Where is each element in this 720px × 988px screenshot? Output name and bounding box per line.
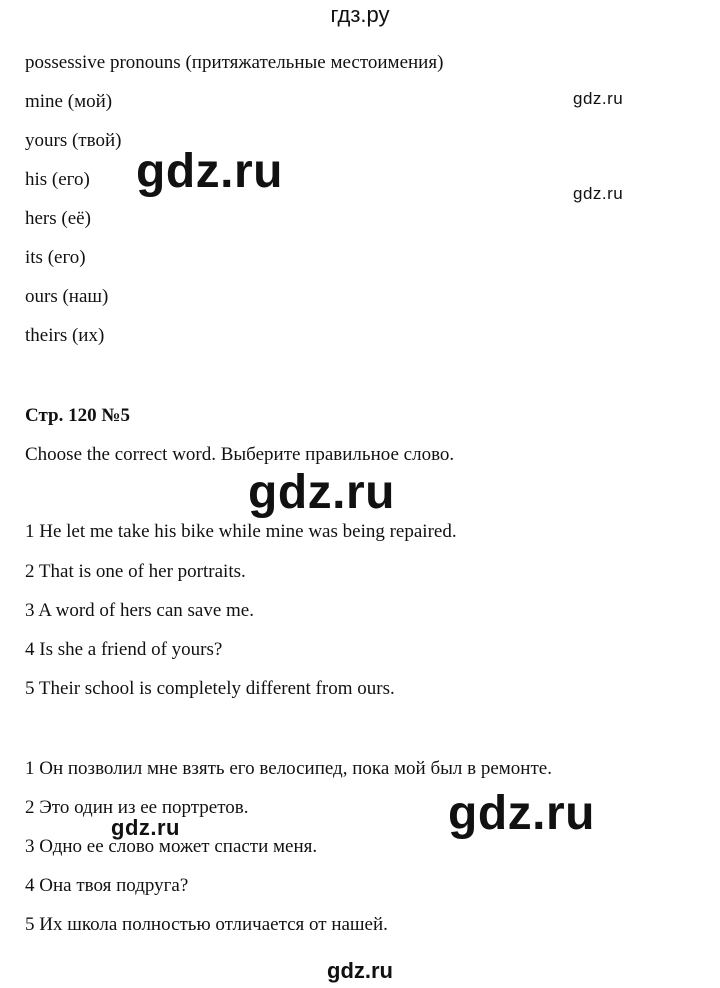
answer-en-2: 2 That is one of her portraits. xyxy=(25,561,246,582)
answer-ru-5: 5 Их школа полностью отличается от нашей. xyxy=(25,914,388,935)
answer-ru-1: 1 Он позволил мне взять его велосипед, пока мой был в ремонте. xyxy=(25,758,552,779)
answer-ru-3: 3 Одно ее слово может спасти меня. xyxy=(25,836,318,857)
watermark-small-2: gdz.ru xyxy=(573,184,624,203)
site-header: гдз.ру xyxy=(330,2,390,27)
watermark-large-3: gdz.ru xyxy=(448,787,595,840)
answer-ru-4: 4 Она твоя подруга? xyxy=(25,875,189,896)
answer-ru-2: 2 Это один из ее портретов. xyxy=(25,797,249,818)
exercise-title: Стр. 120 №5 xyxy=(25,405,130,426)
exercise-instruction: Choose the correct word. Выберите правильное слово. xyxy=(25,444,455,465)
pronoun-item-ours: ours (наш) xyxy=(25,286,109,307)
answer-en-1: 1 He let me take his bike while mine was being repaired. xyxy=(25,521,457,542)
answer-en-3: 3 A word of hers can save me. xyxy=(25,600,254,621)
watermark-large-2: gdz.ru xyxy=(248,466,395,519)
pronoun-item-mine: mine (мой) xyxy=(25,91,113,112)
pronoun-item-his: his (его) xyxy=(25,169,90,190)
watermark-medium-1: gdz.ru xyxy=(111,815,180,840)
pronoun-item-theirs: theirs (их) xyxy=(25,325,105,346)
pronoun-item-hers: hers (её) xyxy=(25,208,91,229)
pronoun-item-yours: yours (твой) xyxy=(25,130,122,151)
answer-en-4: 4 Is she a friend of yours? xyxy=(25,639,223,660)
pronoun-item-its: its (его) xyxy=(25,247,86,268)
watermark-footer: gdz.ru xyxy=(327,958,393,983)
watermark-large-1: gdz.ru xyxy=(136,145,283,198)
pronouns-heading: possessive pronouns (притяжательные местоимения) xyxy=(25,52,444,73)
answer-en-5: 5 Their school is completely different from ours. xyxy=(25,678,395,699)
watermark-small-1: gdz.ru xyxy=(573,89,624,108)
